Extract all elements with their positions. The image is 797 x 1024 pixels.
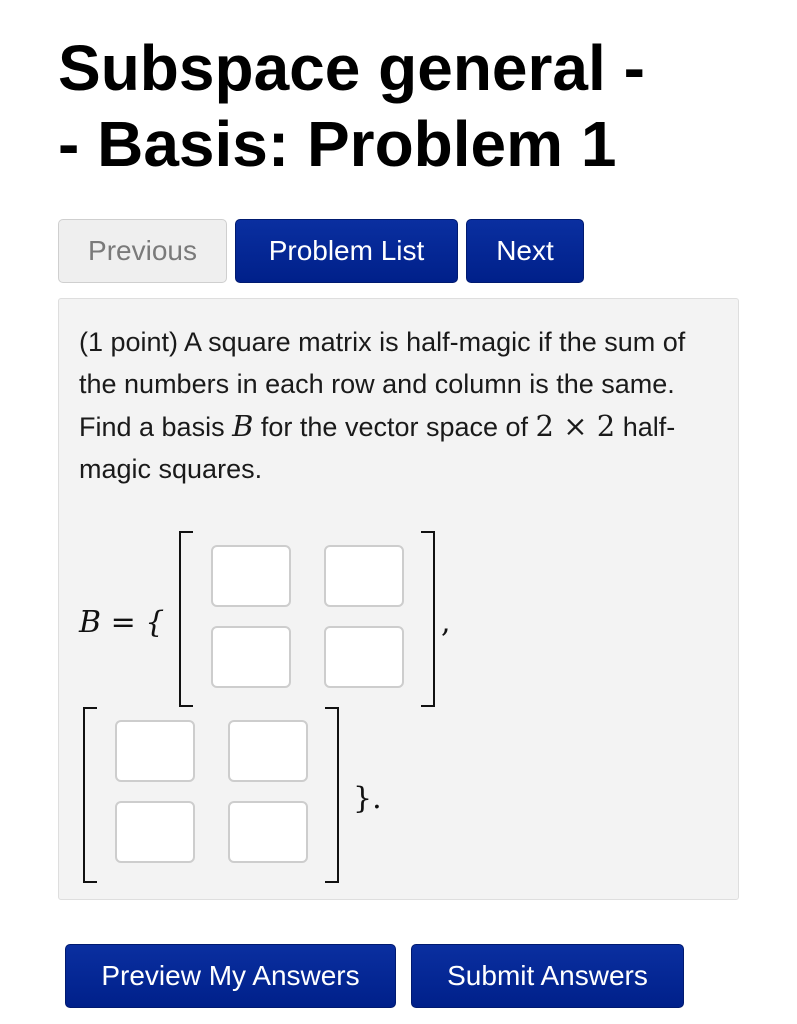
basis-closing-brace: }. (353, 781, 382, 816)
problem-text-part-1: (1 point) A square matrix is half-magic if the sum of the numbers in each row and column is the same. Find a basis (79, 327, 686, 442)
previous-button[interactable]: Previous (58, 219, 227, 283)
matrix-2-left-bracket (83, 707, 97, 883)
page-title-line-1: Subspace general - (58, 32, 645, 104)
answer-input-m2-r1c2[interactable] (228, 720, 308, 782)
page-title (58, 30, 758, 182)
matrix-1-left-bracket (179, 531, 193, 707)
problem-panel (58, 298, 739, 900)
problem-statement (79, 321, 719, 490)
matrix-1-right-bracket (421, 531, 435, 707)
preview-answers-button[interactable]: Preview My Answers (65, 944, 396, 1008)
submit-answers-button[interactable]: Submit Answers (411, 944, 684, 1008)
answer-input-m2-r2c2[interactable] (228, 801, 308, 863)
problem-text-part-2: for the vector space of (253, 412, 536, 442)
basis-lhs (79, 605, 164, 640)
page-title-line-2: - Basis: Problem 1 (58, 108, 617, 180)
answer-input-m1-r2c1[interactable] (211, 626, 291, 688)
basis-lhs-text: B = { (79, 605, 165, 640)
matrix-2-right-bracket (325, 707, 339, 883)
answer-input-m2-r2c1[interactable] (115, 801, 195, 863)
problem-list-button[interactable]: Problem List (235, 219, 458, 283)
matrix-separator-comma: , (441, 605, 451, 640)
answer-input-m1-r2c2[interactable] (324, 626, 404, 688)
answer-input-m1-r1c1[interactable] (211, 545, 291, 607)
answer-input-m2-r1c1[interactable] (115, 720, 195, 782)
basis-variable: B (232, 409, 254, 443)
next-button[interactable]: Next (466, 219, 584, 283)
problem-text-part-3: half-magic squares. (79, 412, 676, 484)
answer-input-m1-r1c2[interactable] (324, 545, 404, 607)
dimension-expression: 2 × 2 (535, 409, 616, 443)
